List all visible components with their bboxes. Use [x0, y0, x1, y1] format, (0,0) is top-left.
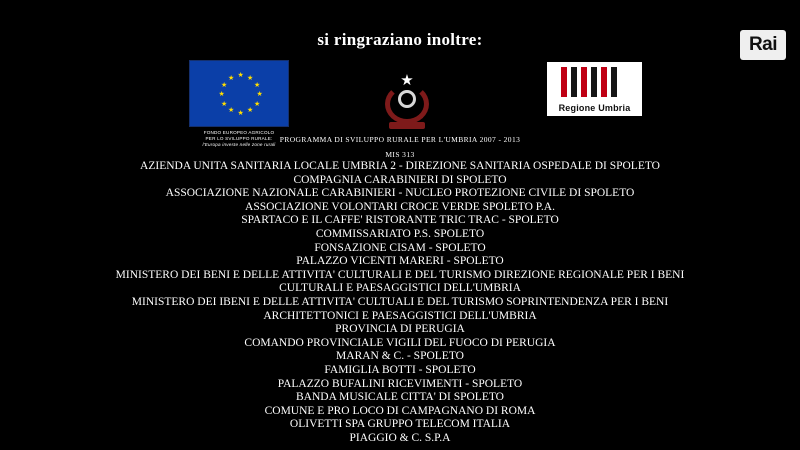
credit-line: BANDA MUSICALE CITTA' DI SPOLETO: [296, 391, 504, 404]
umbria-bar-icon: [611, 67, 617, 97]
credit-line: ASSOCIAZIONE VOLONTARI CROCE VERDE SPOLETO P.A.: [245, 200, 555, 213]
eu-star-icon: ★: [221, 80, 228, 89]
eu-star-icon: ★: [253, 99, 261, 108]
credit-line: COMUNE E PRO LOCO DI CAMPAGNANO DI ROMA: [264, 404, 536, 417]
credit-line: CULTURALI E PAESAGGISTICI DELL'UMBRIA: [279, 282, 521, 295]
eu-star-icon: ★: [218, 90, 225, 98]
umbria-bar-icon: [561, 67, 567, 97]
credit-line: PROVINCIA DI PERUGIA: [335, 323, 465, 336]
eu-star-icon: ★: [247, 106, 254, 115]
eu-star-icon: ★: [256, 90, 263, 98]
credit-line: FONSAZIONE CISAM - SPOLETO: [314, 241, 486, 254]
eu-star-icon: ★: [221, 99, 228, 108]
credit-line: FAMIGLIA BOTTI - SPOLETO: [324, 363, 476, 376]
credit-line: AZIENDA UNITA SANITARIA LOCALE UMBRIA 2 - DIREZIONE SANITARIA OSPEDALE DI SPOLETO: [140, 160, 660, 172]
regione-umbria-label: Regione Umbria: [547, 102, 642, 116]
credit-line: ARCHITETTONICI E PAESAGGISTICI DELL'UMBRIA: [263, 309, 537, 322]
eu-star-icon: ★: [247, 73, 254, 82]
credit-line: COMPAGNIA CARABINIERI DI SPOLETO: [293, 173, 507, 186]
eu-star-icon: ★: [237, 71, 244, 79]
credit-line: MINISTERO DEI BENI E DELLE ATTIVITA' CULTURALI E DEL TURISMO DIREZIONE REGIONALE PER I BENI: [115, 268, 685, 281]
eu-flag-icon: [189, 60, 289, 127]
credits-list: [0, 160, 800, 445]
umbria-mark-icon: [547, 62, 642, 102]
eu-caption-line-3: l'Europa investe nelle zone rurali: [202, 142, 276, 147]
ribbon-icon: [389, 122, 425, 129]
program-info: [0, 135, 800, 159]
credit-line: OLIVETTI SPA GRUPPO TELECOM ITALIA: [289, 418, 511, 431]
eu-caption-line-1: FONDO EUROPEO AGRICOLO: [203, 130, 275, 135]
eu-star-icon: ★: [253, 80, 261, 89]
umbria-bar-icon: [591, 67, 597, 97]
program-line-1: PROGRAMMA DI SVILUPPO RURALE PER L'UMBRIA 2007 - 2013: [279, 135, 521, 144]
umbria-bar-icon: [601, 67, 607, 97]
eu-star-icon: ★: [237, 109, 244, 117]
rai-logo: Rai: [740, 30, 786, 60]
star-icon: ★: [400, 73, 414, 89]
credit-line: COMMISSARIATO P.S. SPOLETO: [315, 227, 485, 240]
cogwheel-icon: [398, 90, 416, 108]
credit-line: COMANDO PROVINCIALE VIGILI DEL FUOCO DI PERUGIA: [244, 336, 556, 349]
regione-umbria-logo: [547, 62, 642, 116]
credit-line: MINISTERO DEI IBENI E DELLE ATTIVITA' CULTUALI E DEL TURISMO SOPRINTENDENZA PER I BENI: [131, 295, 669, 308]
umbria-bar-icon: [581, 67, 587, 97]
page-title: si ringraziano inoltre:: [317, 30, 483, 49]
eu-caption-line-2: PER LO SVILUPPO RURALE:: [205, 136, 273, 141]
credit-line: PIAGGIO & C. S.P.A: [349, 431, 451, 444]
umbria-bar-icon: [571, 67, 577, 97]
credit-line: MARAN & C. - SPOLETO: [336, 350, 464, 363]
italian-republic-emblem-icon: [377, 72, 437, 130]
credit-line: PALAZZO VICENTI MARERI - SPOLETO: [296, 255, 504, 268]
credit-line: ASSOCIAZIONE NAZIONALE CARABINIERI - NUCLEO PROTEZIONE CIVILE DI SPOLETO: [165, 187, 635, 200]
credit-line: SPARTACO E IL CAFFE' RISTORANTE TRIC TRAC - SPOLETO: [241, 214, 559, 227]
eu-star-icon: ★: [228, 73, 235, 82]
credit-line: PALAZZO BUFALINI RICEVIMENTI - SPOLETO: [277, 377, 523, 390]
program-line-2: MIS 313: [385, 150, 415, 159]
eu-star-icon: ★: [228, 106, 235, 115]
